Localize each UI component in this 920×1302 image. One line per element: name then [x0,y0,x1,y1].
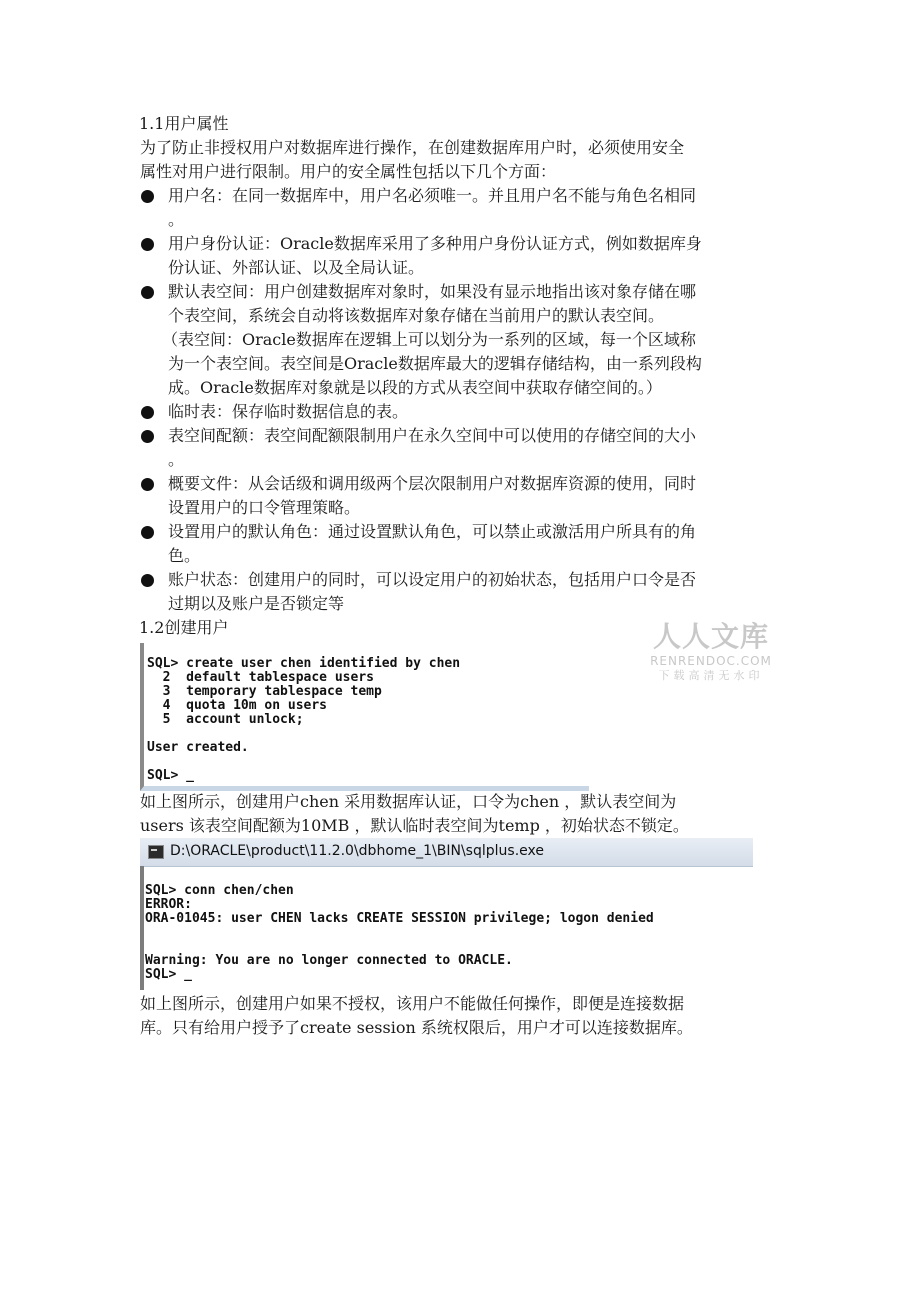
bullet-line: 设置用户的口令管理策略。 [168,498,361,517]
bullet-line: 为一个表空间。表空间是Oracle数据库最大的逻辑存储结构，由一系列段构 [168,354,702,373]
terminal-line: SQL> _ [147,768,194,783]
window-border [140,866,144,990]
terminal-line: 2 default tablespace users [147,670,374,685]
intro-line: 属性对用户进行限制。用户的安全属性包括以下几个方面： [140,162,557,181]
bullet-line: 色。 [168,546,201,565]
bullet-icon [141,574,154,587]
bullet-line: 概要文件：从会话级和调用级两个层次限制用户对数据库资源的使用，同时 [168,474,697,493]
paragraph-line: 如上图所示，创建用户如果不授权，该用户不能做任何操作，即便是连接数据 [140,994,685,1013]
bullet-line: 。 [168,450,185,469]
bullet-line: 个表空间，系统会自动将该数据库对象存储在当前用户的默认表空间。 [168,306,665,325]
terminal-line: SQL> create user chen identified by chen [147,656,461,671]
window-title: D:\ORACLE\product\11.2.0\dbhome_1\BIN\sqlplus.exe [170,843,544,859]
bullet-icon [141,238,154,251]
watermark-url: RENRENDOC.COM [650,654,772,668]
bullet-line: 用户身份认证：Oracle数据库采用了多种用户身份认证方式，例如数据库身 [168,234,702,253]
intro-line: 为了防止非授权用户对数据库进行操作，在创建数据库用户时，必须使用安全 [140,138,685,157]
bullet-line: 默认表空间：用户创建数据库对象时，如果没有显示地指出该对象存储在哪 [168,282,697,301]
bullet-line: （表空间：Oracle数据库在逻辑上可以划分为一系列的区域，每一个区域称 [162,330,696,349]
bullet-icon [141,526,154,539]
window-titlebar [140,838,753,867]
bullet-line: 设置用户的默认角色：通过设置默认角色，可以禁止或激活用户所具有的角 [168,522,697,541]
terminal-line: 5 account unlock; [147,712,304,727]
terminal-screenshot-login-error [140,838,753,990]
bullet-line: 成。Oracle数据库对象就是以段的方式从表空间中获取存储空间的。） [168,378,662,397]
terminal-line: User created. [147,740,249,755]
watermark-title: 人人文库 [652,620,769,653]
console-icon [148,845,164,859]
bullet-line: 。 [168,210,185,229]
terminal-line: 4 quota 10m on users [147,698,328,713]
bullet-icon [141,190,154,203]
watermark-tagline: 下载高清无水印 [658,669,764,682]
bullet-line: 临时表：保存临时数据信息的表。 [168,402,409,421]
paragraph-line: users 该表空间配额为10MB ，默认临时表空间为temp ，初始状态不锁定。 [140,816,689,835]
bullet-line: 份认证、外部认证、以及全局认证。 [168,258,425,277]
bullet-line: 账户状态：创建用户的同时，可以设定用户的初始状态，包括用户口令是否 [168,570,697,589]
bullet-icon [141,286,154,299]
bullet-icon [141,430,154,443]
bullet-icon [141,406,154,419]
bullet-line: 用户名：在同一数据库中，用户名必须唯一。并且用户名不能与角色名相同 [168,186,697,205]
bullet-icon [141,478,154,491]
terminal-line: SQL> _ [145,967,192,982]
paragraph-line: 库。只有给用户授予了create session 系统权限后，用户才可以连接数据库。 [140,1018,693,1037]
terminal-screenshot-create-user [140,643,589,791]
section-heading: 1.2创建用户 [139,618,229,637]
terminal-line: ERROR: [145,897,192,912]
bullet-line: 表空间配额：表空间配额限制用户在永久空间中可以使用的存储空间的大小 [168,426,697,445]
terminal-line: Warning: You are no longer connected to ORACLE. [145,953,513,968]
watermark-logo [646,620,776,684]
terminal-line: SQL> conn chen/chen [145,883,294,898]
terminal-line: 3 temporary tablespace temp [147,684,382,699]
terminal-line: ORA-01045: user CHEN lacks CREATE SESSION privilege; logon denied [145,911,654,926]
paragraph-line: 如上图所示，创建用户chen 采用数据库认证，口令为chen ，默认表空间为 [140,792,677,811]
section-heading: 1.1用户属性 [139,114,229,133]
bullet-line: 过期以及账户是否锁定等 [168,594,345,613]
